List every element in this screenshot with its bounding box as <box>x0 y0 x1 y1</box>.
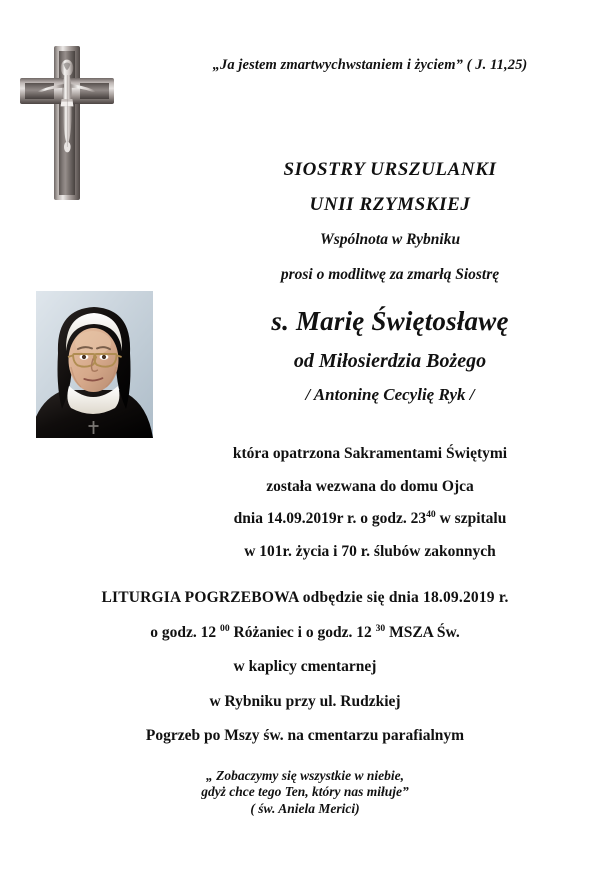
portrait-of-deceased-nun <box>36 291 153 438</box>
deceased-name-block <box>190 308 590 403</box>
deceased-civil-name: / Antoninę Cecylię Ryk / <box>305 385 475 404</box>
death-time-superscript: 40 <box>426 508 436 520</box>
congregation-line-1: SIOSTRY URSZULANKI <box>283 159 497 180</box>
closing-quote-block <box>140 768 470 817</box>
mass-time-superscript: 30 <box>375 622 386 634</box>
crucifix-icon <box>18 44 118 202</box>
prayer-request: prosi o modlitwę za zmarłą Siostrę <box>280 265 500 283</box>
closing-quote-attribution: ( św. Aniela Merici) <box>250 800 360 816</box>
mass-label: MSZA Św. <box>385 623 460 641</box>
closing-quote-line-1: „ Zobaczymy się wszystkie w niebie, <box>206 768 404 783</box>
deceased-religious-epithet: od Miłosierdzia Bożego <box>293 350 487 372</box>
rosary-time-superscript: 00 <box>220 622 230 634</box>
death-date-prefix: dnia 14.09.2019r r. o godz. 23 <box>233 510 427 527</box>
congregation-heading <box>200 160 580 282</box>
closing-quote-line-2: gdyż chce tego Ten, który nas miłuje” <box>201 784 409 800</box>
congregation-line-2: UNII RZYMSKIEJ <box>309 194 471 215</box>
age-and-vows-line: w 101r. życia i 70 r. ślubów zakonnych <box>244 542 496 560</box>
funeral-liturgy-block <box>40 590 570 744</box>
liturgy-times-line <box>40 622 570 641</box>
rosary-to-mass-text: Różaniec i o godz. 12 <box>229 623 376 641</box>
death-date-suffix: w szpitalu <box>435 510 507 527</box>
rosary-time-prefix: o godz. 12 <box>150 623 221 641</box>
called-home-line: została wezwana do domu Ojca <box>266 477 474 495</box>
sacraments-line: która opatrzona Sakramentami Świętymi <box>232 445 508 462</box>
burial-line: Pogrzeb po Mszy św. na cmentarzu parafialnym <box>145 727 465 744</box>
liturgy-venue-line-2: w Rybniku przy ul. Rudzkiej <box>209 692 401 710</box>
death-date-line <box>150 508 590 527</box>
death-details-block <box>150 446 590 559</box>
liturgy-venue-line-1: w kaplicy cmentarnej <box>233 658 377 675</box>
deceased-religious-title: s. Marię Świętosławę <box>271 306 509 336</box>
scripture-quote: „Ja jestem zmartwychwstaniem i życiem” ( J. 11,25) <box>212 57 528 73</box>
community-location: Wspólnota w Rybniku <box>319 231 461 248</box>
liturgy-headline: LITURGIA POGRZEBOWA odbędzie się dnia 18.09.2019 r. <box>101 589 509 606</box>
